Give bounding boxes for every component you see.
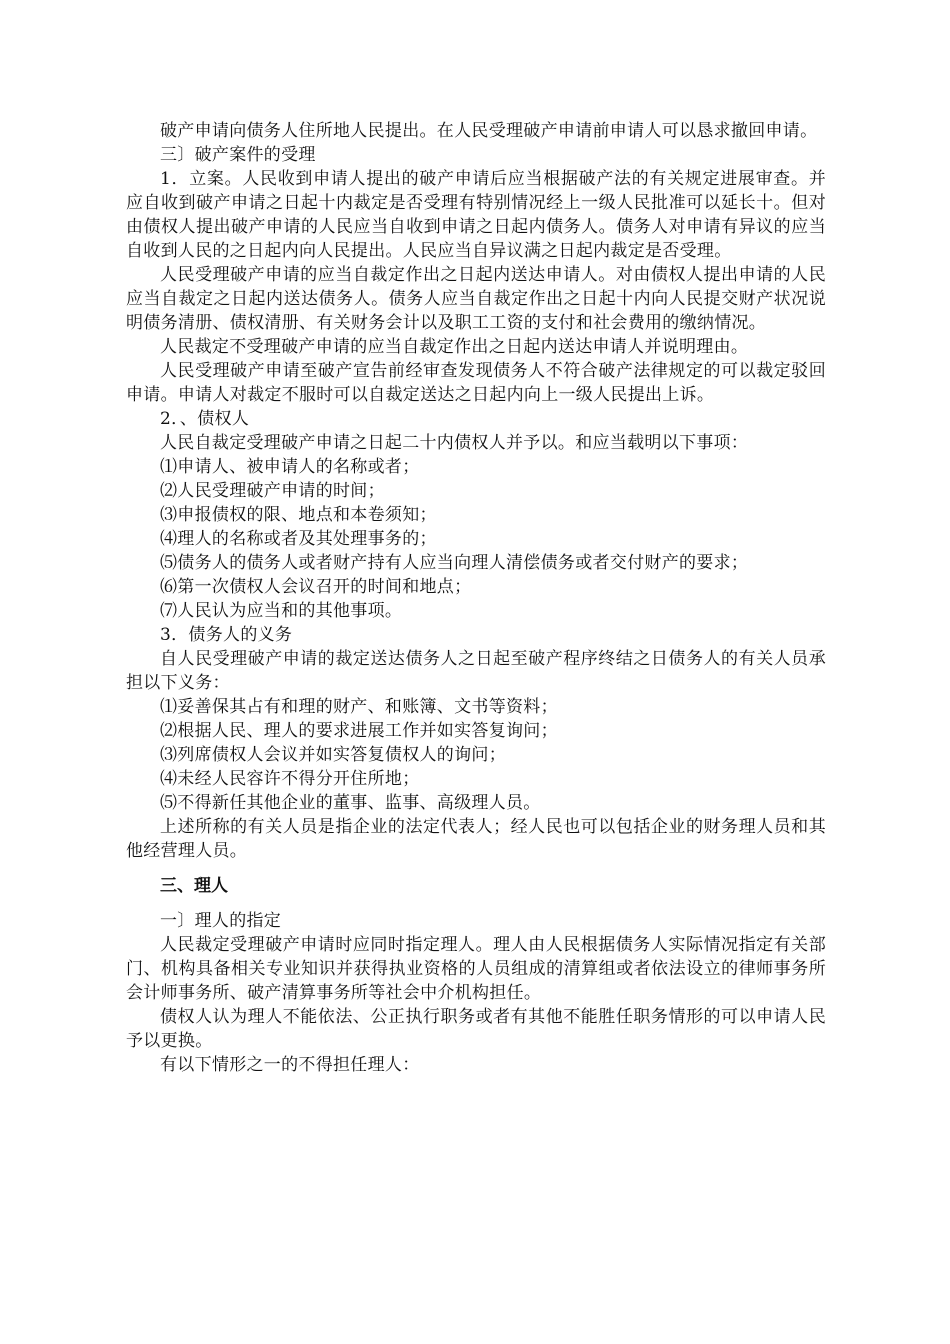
list-item: ⑷未经人民容许不得分开住所地； xyxy=(160,769,420,789)
paragraph-related-persons: 上述所称的有关人员是指企业的法定代表人；经人民也可以包括企业的财务理人员和其他经营理人员。 xyxy=(126,817,826,861)
list-item: ⑵根据人民、理人的要求进展工作并如实答复询问； xyxy=(160,721,558,741)
paragraph-appointment: 人民裁定受理破产申请时应同时指定理人。理人由人民根据债务人实际情况指定有关部门、机构具备相关专业知识并获得执业资格的人员组成的清算组或者依法设立的律师事务所会计师事务所、破产清算事务所等社会中介机构担任。 xyxy=(126,935,826,1003)
notice-list xyxy=(126,455,826,623)
paragraph-reject: 人民裁定不受理破产申请的应当自裁定作出之日起内送达申请人并说明理由。 xyxy=(160,337,749,357)
list-item: ⑴申请人、被申请人的名称或者； xyxy=(160,457,420,477)
paragraph-filing: 1．立案。人民收到申请人提出的破产申请后应当根据破产法的有关规定进展审查。并应自收到破产申请之日起十内裁定是否受理有特别情况经上一级人民批准可以延长十。但对由债权人提出破产申请的人民应当自收到申请之日起内债务人。债务人对申请有异议的应当自收到人民的之日起内向人民提出。人民应当自异议满之日起内裁定是否受理。 xyxy=(126,169,826,261)
section-title-appointment: 一〕理人的指定 xyxy=(160,911,282,931)
list-item: ⑶申报债权的限、地点和本卷须知； xyxy=(160,505,437,525)
paragraph-petition-withdraw: 破产申请向债务人住所地人民提出。在人民受理破产申请前申请人可以恳求撤回申请。 xyxy=(160,121,818,141)
list-item: ⑶列席债权人会议并如实答复债权人的询问； xyxy=(160,745,506,765)
paragraph-service: 人民受理破产申请的应当自裁定作出之日起内送达申请人。对由债权人提出申请的人民应当自裁定之日起内送达债务人。债务人应当自裁定作出之日起十内向人民提交财产状况说明债务清册、债权清册、有关财务会计以及职工工资的支付和社会费用的缴纳情况。 xyxy=(126,265,826,333)
list-item: ⑷理人的名称或者及其处理事务的； xyxy=(160,529,437,549)
list-item: ⑴妥善保其占有和理的财产、和账簿、文书等资料； xyxy=(160,697,558,717)
paragraph-duty: 自人民受理破产申请的裁定送达债务人之日起至破产程序终结之日债务人的有关人员承担以下义务： xyxy=(126,649,826,693)
paragraph-notice: 人民自裁定受理破产申请之日起二十内债权人并予以。和应当载明以下事项： xyxy=(160,433,749,453)
heading-administrator: 三、理人 xyxy=(160,876,228,896)
section-title-creditors: 2．、债权人 xyxy=(160,409,250,429)
list-item: ⑹第一次债权人会议召开的时间和地点； xyxy=(160,577,472,597)
list-item: ⑸债务人的债务人或者财产持有人应当向理人清偿债务或者交付财产的要求； xyxy=(160,553,749,573)
document-body xyxy=(126,119,826,1077)
paragraph-replacement: 债权人认为理人不能依法、公正执行职务或者有其他不能胜任职务情形的可以申请人民予以更换。 xyxy=(126,1007,826,1051)
paragraph-dismiss: 人民受理破产申请至破产宣告前经审查发现债务人不符合破产法律规定的可以裁定驳回申请。申请人对裁定不服时可以自裁定送达之日起内向上一级人民提出上诉。 xyxy=(126,361,826,405)
section-title-acceptance: 三〕破产案件的受理 xyxy=(160,145,316,165)
list-item: ⑸不得新任其他企业的董事、监事、高级理人员。 xyxy=(160,793,541,813)
list-item: ⑺人民认为应当和的其他事项。 xyxy=(160,601,403,621)
duty-list xyxy=(126,695,826,815)
paragraph-disqualification: 有以下情形之一的不得担任理人： xyxy=(160,1055,420,1075)
section-title-debtor-duties: 3．债务人的义务 xyxy=(160,625,293,645)
list-item: ⑵人民受理破产申请的时间； xyxy=(160,481,385,501)
